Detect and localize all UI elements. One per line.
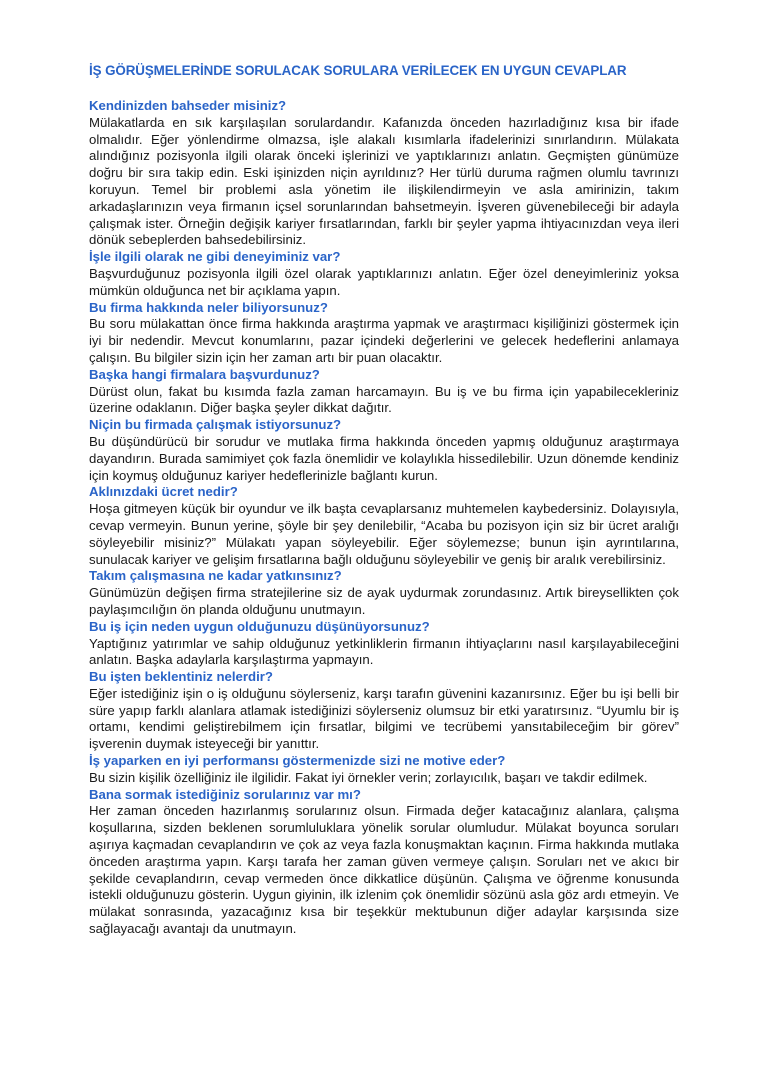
question-heading: Bu işten beklentiniz nelerdir? [89,669,273,685]
qa-section-company-knowledge [89,300,679,367]
question-heading: Bana sormak istediğiniz sorularınız var mı? [89,786,361,802]
answer-paragraph: Bu sizin kişilik özelliğiniz ile ilgilidir. Fakat iyi örnekler verin; zorlayıcılık, başarı ve takdir edilmek. [89,769,648,785]
answer-paragraph: Bu düşündürücü bir sorudur ve mutlaka firma hakkında önceden yapmış olduğunuz araştırmaya dayandırın. Burada samimiyet çok fazla önemlidir ve kolaylıkla hissedilebilir. Uzun dönemde kendiniz için koymuş olduğunuz kariyer hedeflerinizle bağlantı kurun. [89,433,679,483]
answer-paragraph: Hoşa gitmeyen küçük bir oyundur ve ilk başta cevaplarsanız muhtemelen kaybedersiniz. Dolayısıyla, cevap vermeyin. Bunun yerine, şöyle bir şey denilebilir, “Acaba bu pozisyon için siz bir ücret aralığı söyleyebilir misiniz?” Mülakatı yapan söyleyebilir. Eğer söylemezse; bunun işin ayrıntılarına, sunulacak kariyer ve gelişim fırsatlarına bağlı olduğunu söyleyebilir ve geniş bir aralık verebilirsiniz. [89,501,679,567]
question-heading: İşle ilgili olarak ne gibi deneyiminiz var? [89,249,341,265]
qa-section-teamwork [89,568,679,618]
answer-paragraph: Yaptığınız yatırımlar ve sahip olduğunuz yetkinliklerin firmanın ihtiyaçlarını nasıl karşılayabileceğini anlatın. Başka adaylarla karşılaştırma yapmayın. [89,635,679,668]
qa-section-experience [89,249,679,299]
question-heading: Bu iş için neden uygun olduğunuzu düşünüyorsunuz? [89,618,430,634]
answer-paragraph: Eğer istediğiniz işin o iş olduğunu söylerseniz, karşı tarafın güvenini kazanırsınız. Eğer bu işi belli bir süre yapıp farklı alanlara atlamak istediğinizi söylerseniz olumsuz bir etki yaratırsınız. “Uyumlu bir iş ortamı, kendimi geliştirebilmem için fırsatlar, bilgimi ve tecrübemi yansıtabileceğim bir görev” işverenin duymak isteyeceği bir yanıttır. [89,685,679,752]
document-page [89,62,679,938]
question-heading: Kendinizden bahseder misiniz? [89,98,287,113]
question-heading: Niçin bu firmada çalışmak istiyorsunuz? [89,417,342,433]
question-heading: İş yaparken en iyi performansı göstermenizde sizi ne motive eder? [89,753,506,769]
answer-paragraph: Her zaman önceden hazırlanmış sorularınız olsun. Firmada değer katacağınız alanlara, çalışma koşullarına, sizden beklenen sorumluluklara yönelik sorular olumludur. Mülakat boyunca soruları aşırıya kaçmadan cevaplandırın ve çok az veya fazla konuşmaktan kaçının. Firma hakkında mutlaka önceden araştırma yapın. Karşı tarafa her zaman güven vermeye çalışın. Soruları net ve akıcı bir şekilde cevaplandırın, cevap vermeden önce dikkatlice düşünün. Çalışma ve öğrenme konusunda istekli olduğunuzu gösterin. Uygun giyinin, ilk izlenim çok önemlidir sözünü asla göz ardı etmeyin. Ve mülakat sonrasında, yazacağınız kısa bir teşekkür mektubunun diğer adaylar karşısında size sağlayacağı avantajı da unutmayın. [89,803,679,937]
question-heading: Aklınızdaki ücret nedir? [89,484,238,500]
qa-section-about-yourself [89,98,679,249]
qa-section-salary [89,484,679,568]
qa-section-why-this-company [89,417,679,484]
qa-section-motivation [89,753,679,787]
answer-paragraph: Başvurduğunuz pozisyonla ilgili özel olarak yaptıklarınızı anlatın. Eğer özel deneyimleriniz yoksa mümkün olduğunca net bir açıklama yapın. [89,265,679,298]
question-heading: Başka hangi firmalara başvurdunuz? [89,366,320,382]
qa-section-other-applications [89,367,679,417]
qa-section-your-questions [89,787,679,938]
answer-paragraph: Günümüzün değişen firma stratejilerine siz de ayak uydurmak zorundasınız. Artık bireysellikten çok paylaşımcılığın ön planda olduğunu unutmayın. [89,585,679,617]
answer-paragraph: Bu soru mülakattan önce firma hakkında araştırma yapmak ve araştırmacı kişiliğinizi göstermek için iyi bir nedendir. Mevcut konumlarını, pazar içindeki değerlerini ve gelecek hedeflerini anlamaya çalışın. Bu bilgiler sizin için her zaman artı bir puan olacaktır. [89,316,679,365]
question-heading: Takım çalışmasına ne kadar yatkınsınız? [89,568,342,584]
qa-section-why-suitable [89,619,679,669]
answer-paragraph: Dürüst olun, fakat bu kısımda fazla zaman harcamayın. Bu iş ve bu firma için yapabilecekleriniz üzerine odaklanın. Diğer başka şeyler dikkat dağıtır. [89,383,679,416]
answer-paragraph: Mülakatlarda en sık karşılaşılan sorulardandır. Kafanızda önceden hazırladığınız kısa bir ifade olmalıdır. Eğer yönlendirme olmazsa, işle alakalı kısımlarla ifadelerinizi sınırlandırın. Mülakata alındığınız pozisyonla ilgili olarak önceki işlerinizi ve yaptıklarınızı anlatın. Geçmişten günümüze doğru bir sıra takip edin. Eski işinizden niçin ayrıldınız? Her türlü duruma rağmen olumlu tavrınızı koruyun. Temel bir problemi asla yönetim ile ilişkilendirmeyin ve asla amirinizin, takım arkadaşlarınızın veya firmanın içsel sorunlarından bahsetmeyin. İşveren güvenebileceği bir adayla çalışmak ister. Örneğin değişik kariyer fırsatlarından, farklı bir şeyler yapma ihtiyacınızdan veya ileri dönük sebeplerden bahsedebilirsiniz. [89,114,679,248]
question-heading: Bu firma hakkında neler biliyorsunuz? [89,299,328,315]
qa-section-expectations [89,669,679,753]
document-title: İŞ GÖRÜŞMELERİNDE SORULACAK SORULARA VERİLECEK EN UYGUN CEVAPLAR [89,63,627,78]
